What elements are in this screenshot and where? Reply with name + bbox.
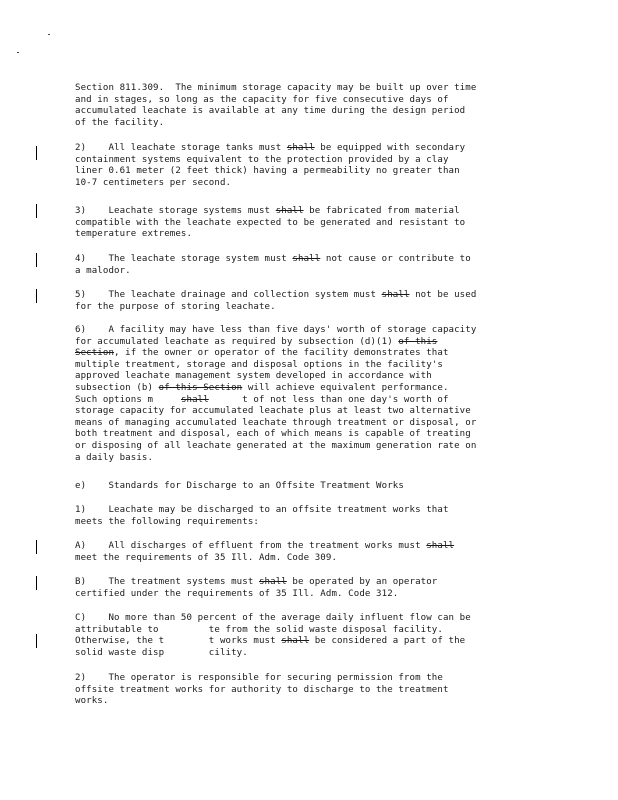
text-line <box>75 325 545 337</box>
text-line <box>75 648 545 660</box>
scan-speck <box>17 52 19 53</box>
text-run: 10-7 centimeters per second. <box>75 177 232 188</box>
text-run: 2) The operator is responsible for securing permission from the <box>75 673 443 683</box>
text-run: compatible with the leachate expected to be generated and resistant to <box>75 217 466 228</box>
struck-text: of this Section <box>158 382 243 393</box>
text-run: attributable to te from the solid waste disposal facility. <box>75 624 443 635</box>
revision-bar <box>36 576 37 590</box>
text-run: not be used <box>409 290 477 300</box>
text-line <box>75 429 545 441</box>
text-run: 5) The leachate drainage and collection system must <box>75 290 382 300</box>
text-line <box>75 481 545 493</box>
text-run: offsite treatment works for authority to discharge to the treatment <box>75 684 449 695</box>
text-line <box>75 517 545 529</box>
text-line <box>75 143 545 155</box>
paragraph <box>75 143 545 189</box>
struck-text: shall <box>281 636 310 647</box>
text-line <box>75 206 545 218</box>
text-line <box>75 337 545 349</box>
text-line <box>75 395 545 407</box>
text-run: multiple treatment, storage and disposal options in the facility's <box>75 359 443 370</box>
revision-bar <box>36 634 37 648</box>
text-run: be equipped with secondary <box>314 143 466 153</box>
paragraph <box>75 505 545 528</box>
text-line <box>75 589 545 601</box>
section-heading <box>75 481 545 493</box>
text-line <box>75 218 545 230</box>
text-run: storage capacity for accumulated leachate plus at least two alternative <box>75 406 471 417</box>
text-run: be operated by an operator <box>286 577 438 587</box>
paragraph <box>75 290 545 313</box>
text-line <box>75 254 545 266</box>
revision-bar <box>36 289 37 303</box>
struck-text: shall <box>180 394 209 405</box>
text-run: temperature extremes. <box>75 229 193 240</box>
text-line <box>75 541 545 553</box>
text-line <box>75 383 545 395</box>
struck-text: Section <box>75 348 115 359</box>
revision-bar <box>36 540 37 554</box>
paragraph <box>75 83 545 129</box>
text-run: not cause or contribute to <box>320 254 471 264</box>
text-line <box>75 266 545 278</box>
text-run: 6) A facility may have less than five days' worth of storage capacity <box>75 325 477 335</box>
text-run: subsection (b) <box>75 382 159 393</box>
text-run: e) Standards for Discharge to an Offsite Treatment Works <box>75 481 404 491</box>
struck-text: shall <box>381 290 410 300</box>
text-run: approved leachate management system developed in accordance with <box>75 371 432 382</box>
text-run: C) No more than 50 percent of the average daily influent flow can be <box>75 613 471 623</box>
struck-text: shall <box>275 206 304 216</box>
text-line <box>75 166 545 178</box>
paragraph <box>75 613 545 659</box>
text-run: liner 0.61 meter (2 feet thick) having a permeability no greater than <box>75 166 460 177</box>
text-run: solid waste disp cility. <box>75 647 248 658</box>
text-line <box>75 83 545 95</box>
paragraph <box>75 325 545 464</box>
text-run: A) All discharges of effluent from the treatment works must <box>75 541 427 551</box>
text-run: accumulated leachate is available at any time during the design period <box>75 106 466 117</box>
text-run: meet the requirements of 35 Ill. Adm. Code 309. <box>75 552 338 563</box>
text-line <box>75 577 545 589</box>
text-run: for the purpose of storing leachate. <box>75 301 276 312</box>
text-run: be fabricated from material <box>303 206 460 216</box>
text-run: or disposing of all leachate generated at the maximum generation rate on <box>75 440 477 451</box>
text-line <box>75 118 545 130</box>
text-run: Otherwise, the t t works must <box>75 636 282 647</box>
text-line <box>75 418 545 430</box>
text-line <box>75 155 545 167</box>
paragraph <box>75 541 545 564</box>
text-line <box>75 178 545 190</box>
text-run: a daily basis. <box>75 452 154 463</box>
text-run: means of managing accumulated leachate through treatment or disposal, or <box>75 417 477 428</box>
text-line <box>75 229 545 241</box>
struck-text: of this <box>398 336 438 347</box>
text-run: Section 811.309. The minimum storage capacity may be built up over time <box>75 83 477 93</box>
text-line <box>75 348 545 360</box>
text-line <box>75 553 545 565</box>
text-run: containment systems equivalent to the protection provided by a clay <box>75 154 449 165</box>
paragraph <box>75 254 545 277</box>
text-run: t of not less than one day's worth of <box>208 394 449 405</box>
text-line <box>75 106 545 118</box>
text-run: both treatment and disposal, each of which means is capable of treating <box>75 429 471 440</box>
text-run: a malodor. <box>75 265 131 276</box>
text-run: , if the owner or operator of the facility demonstrates that <box>114 348 449 359</box>
text-line <box>75 371 545 383</box>
text-line <box>75 302 545 314</box>
text-line <box>75 625 545 637</box>
text-run: 3) Leachate storage systems must <box>75 206 276 216</box>
text-run: will achieve equivalent performance. <box>242 382 449 393</box>
paragraph <box>75 577 545 600</box>
revision-bar <box>36 253 37 267</box>
text-run: of the facility. <box>75 117 165 128</box>
text-run: and in stages, so long as the capacity for five consecutive days of <box>75 94 449 105</box>
text-run: be considered a part of the <box>309 636 466 647</box>
struck-text: shall <box>258 577 287 587</box>
text-line <box>75 453 545 465</box>
text-line <box>75 441 545 453</box>
text-run: Such options m <box>75 394 181 405</box>
struck-text: shall <box>426 541 455 551</box>
text-line <box>75 696 545 708</box>
scan-speck <box>48 34 50 35</box>
text-line <box>75 685 545 697</box>
struck-text: shall <box>292 254 321 264</box>
revision-bar <box>36 204 37 218</box>
text-line <box>75 673 545 685</box>
text-line <box>75 95 545 107</box>
paragraph <box>75 673 545 708</box>
text-line <box>75 290 545 302</box>
text-run: for accumulated leachate as required by subsection (d)(1) <box>75 336 399 347</box>
text-line <box>75 613 545 625</box>
text-run: B) The treatment systems must <box>75 577 259 587</box>
text-run: 1) Leachate may be discharged to an offsite treatment works that <box>75 505 449 515</box>
paragraph <box>75 206 545 241</box>
text-run: 2) All leachate storage tanks must <box>75 143 287 153</box>
text-run: certified under the requirements of 35 Ill. Adm. Code 312. <box>75 588 399 599</box>
text-line <box>75 406 545 418</box>
text-run: 4) The leachate storage system must <box>75 254 293 264</box>
revision-bar <box>36 146 37 160</box>
text-run: meets the following requirements: <box>75 516 259 527</box>
text-line <box>75 360 545 372</box>
struck-text: shall <box>286 143 315 153</box>
text-line <box>75 505 545 517</box>
text-run: works. <box>75 696 109 707</box>
text-line <box>75 636 545 648</box>
